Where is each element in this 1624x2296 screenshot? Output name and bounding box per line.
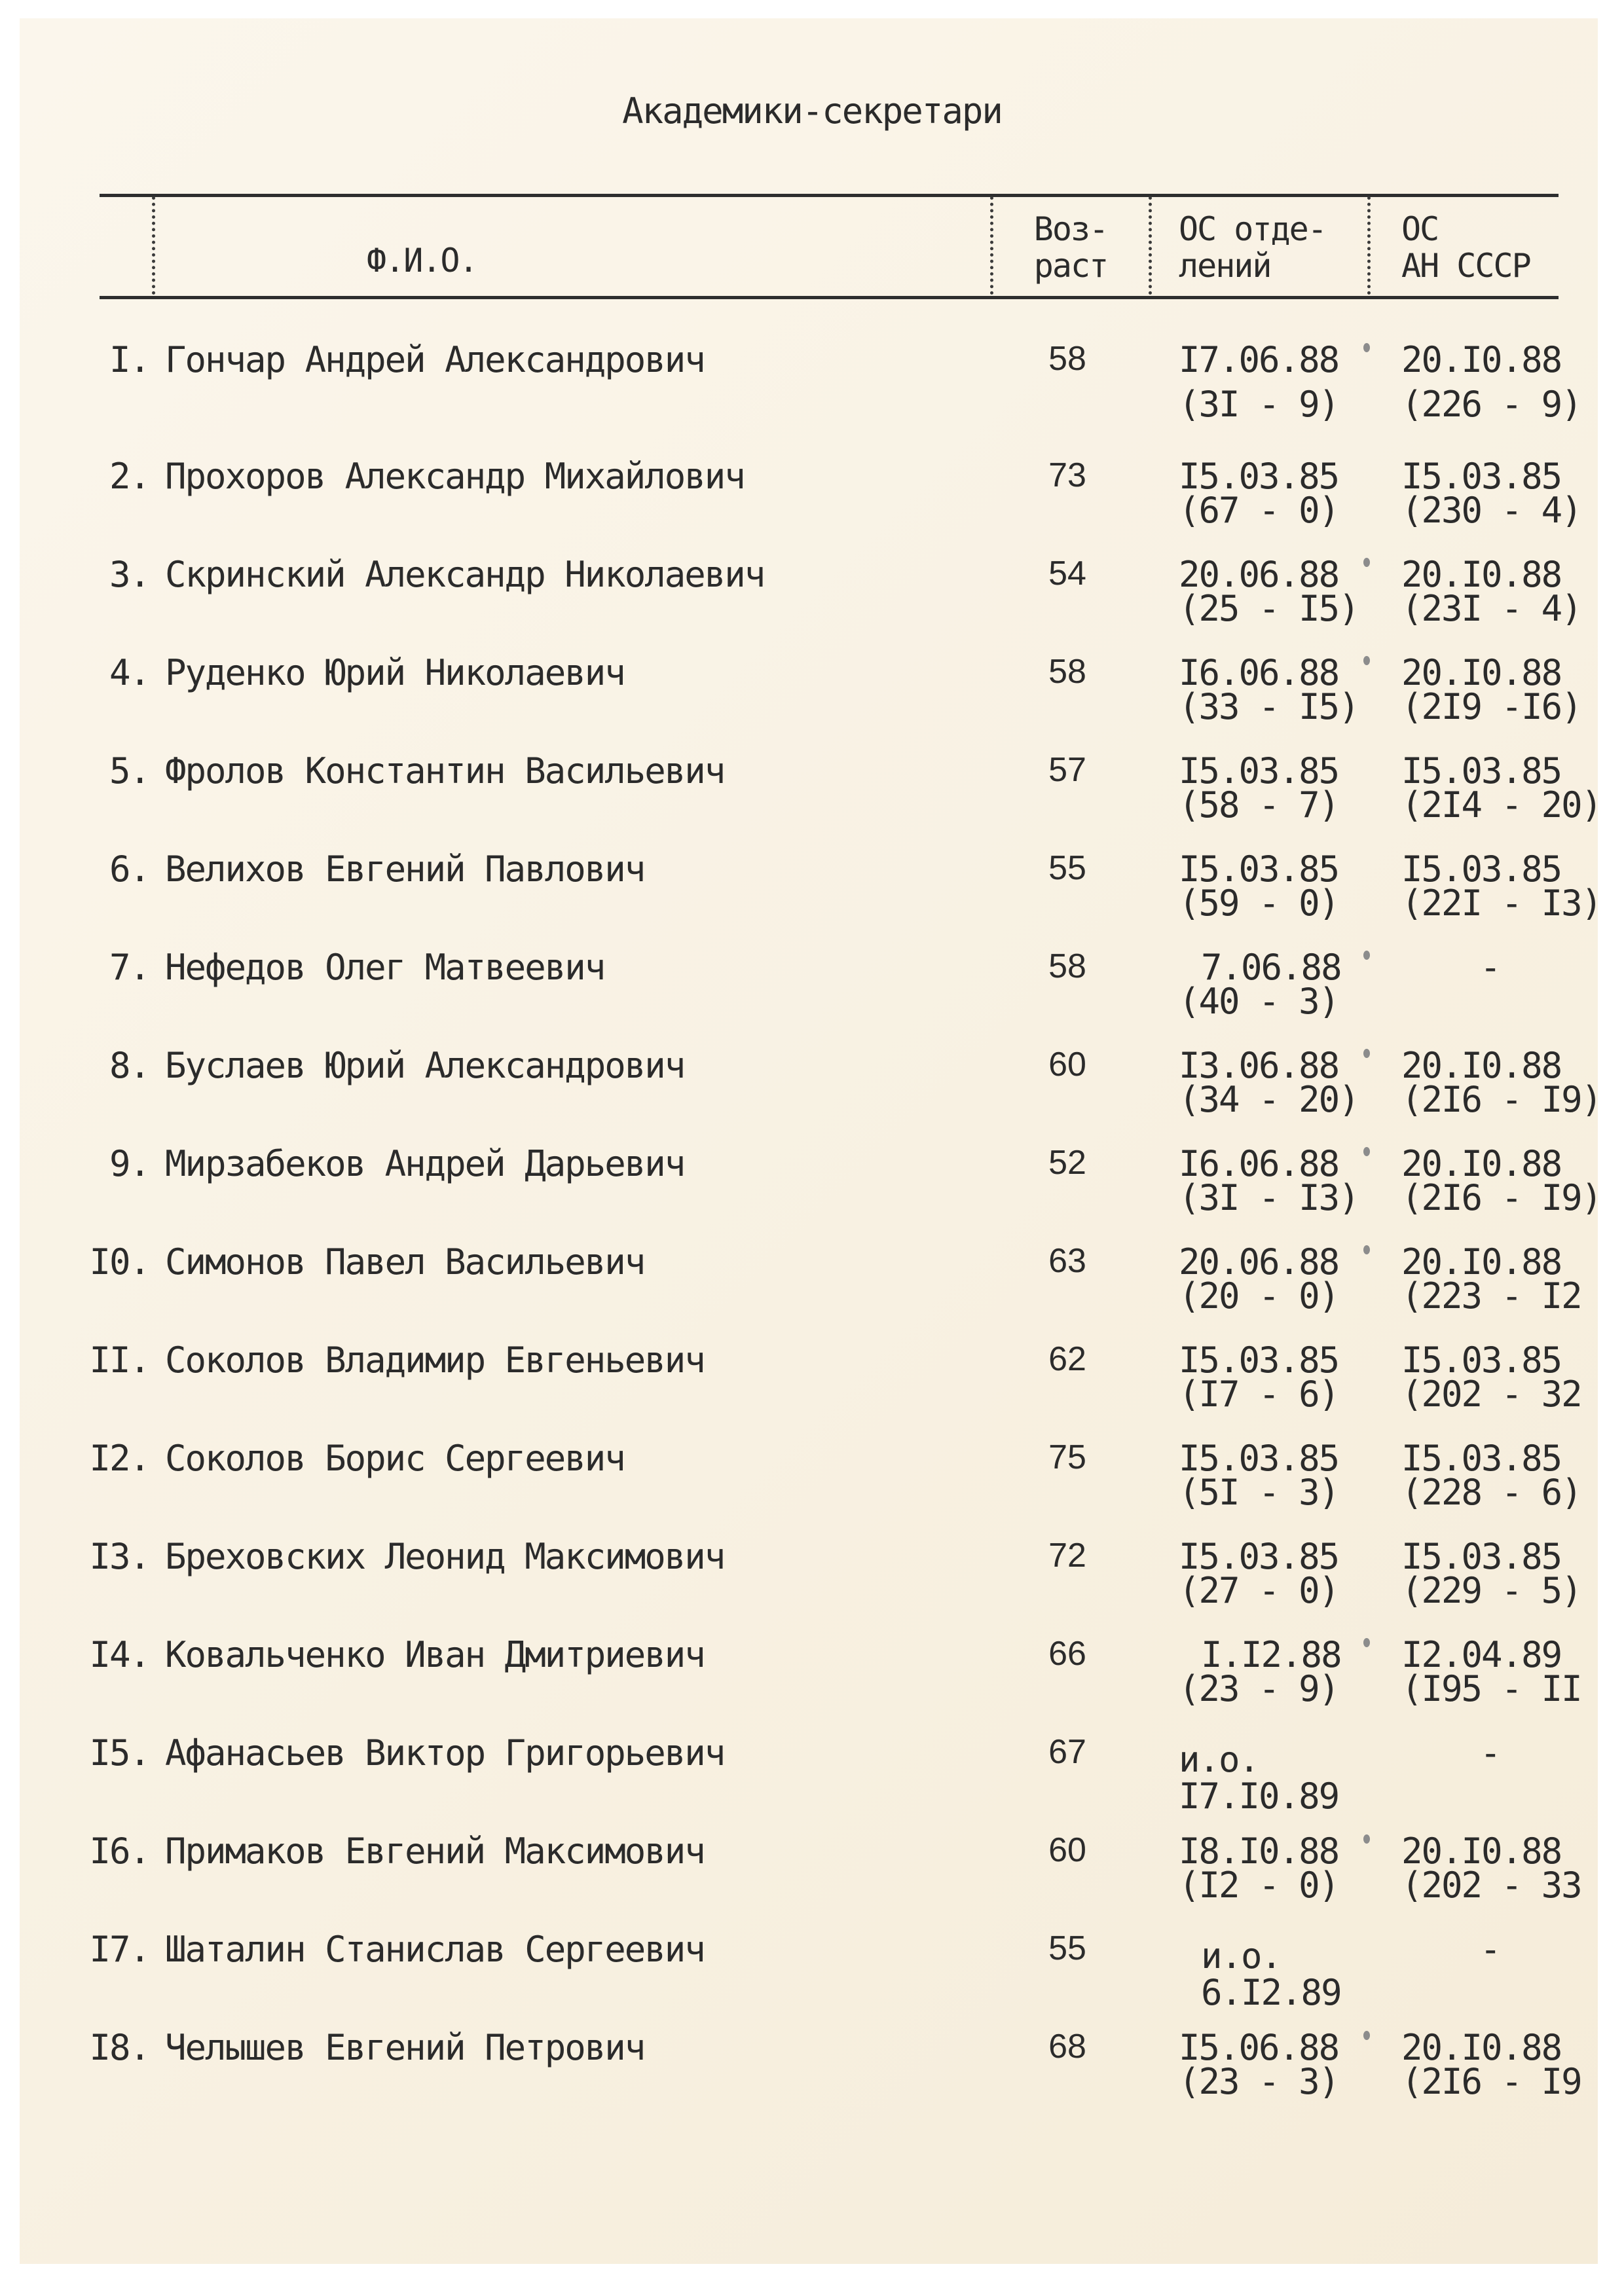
pencil-mark	[1363, 1834, 1370, 1844]
row-dept-date: I5.03.85	[1179, 750, 1339, 792]
row-name: Фролов Константин Васильевич	[165, 750, 725, 792]
row-dept-votes: (25 - I5)	[1179, 588, 1359, 629]
row-academy-date: 20.I0.88	[1401, 1045, 1562, 1086]
row-name: Бреховских Леонид Максимович	[165, 1536, 725, 1577]
pencil-mark	[1363, 1245, 1370, 1254]
row-number: 9.	[109, 1143, 149, 1184]
row-academy-date: 20.I0.88	[1401, 1831, 1562, 1872]
row-dept-votes: (40 - 3)	[1179, 981, 1339, 1022]
row-dept-date: 20.06.88	[1179, 1241, 1339, 1283]
header-dept-line1: ОС отде-	[1179, 210, 1326, 248]
row-dept-date: 7.06.88	[1201, 947, 1341, 988]
row-academy-votes: (23I - 4)	[1401, 588, 1581, 629]
pencil-mark	[1363, 1049, 1370, 1058]
row-dept-votes: (34 - 20)	[1179, 1079, 1359, 1120]
row-dept-votes: (3I - 9)	[1179, 384, 1339, 425]
pencil-mark	[1363, 951, 1370, 960]
row-academy-date: I2.04.89	[1401, 1634, 1562, 1675]
row-dept-date: I3.06.88	[1179, 1045, 1339, 1086]
row-dept-votes: (I2 - 0)	[1179, 1865, 1339, 1906]
row-academy-votes: (22I - I3)	[1401, 883, 1602, 924]
row-dept-date: I6.06.88	[1179, 1143, 1339, 1184]
row-number: II.	[89, 1339, 149, 1381]
header-dept-line2: лений	[1179, 247, 1271, 285]
row-dept-votes: (5I - 3)	[1179, 1472, 1339, 1513]
row-name: Симонов Павел Васильевич	[165, 1241, 645, 1283]
row-number: I7.	[89, 1929, 149, 1970]
row-academy-date: I5.03.85	[1401, 848, 1562, 890]
header-academy-line1: ОС	[1401, 210, 1439, 248]
row-dept-votes: 6.I2.89	[1201, 1972, 1341, 2013]
column-separator	[990, 196, 993, 295]
row-number: 5.	[109, 750, 149, 792]
row-name: Велихов Евгений Павлович	[165, 848, 645, 890]
row-number: I8.	[89, 2027, 149, 2068]
row-academy-date: I5.03.85	[1401, 1536, 1562, 1577]
table-row	[0, 554, 1624, 646]
table-row	[0, 1732, 1624, 1824]
row-academy-votes: (I95 - II	[1401, 1668, 1581, 1709]
row-dept-date: I5.03.85	[1179, 848, 1339, 890]
pencil-mark	[1363, 1638, 1370, 1647]
row-dept-date: I5.03.85	[1179, 1339, 1339, 1381]
row-age: 54	[1048, 555, 1086, 592]
table-row	[0, 1438, 1624, 1529]
table-row	[0, 1339, 1624, 1431]
row-name: Соколов Владимир Евгеньевич	[165, 1339, 705, 1381]
row-age: 73	[1048, 456, 1086, 494]
row-name: Примаков Евгений Максимович	[165, 1831, 705, 1872]
row-age: 52	[1048, 1144, 1086, 1182]
row-age: 58	[1048, 340, 1086, 378]
row-number: 2.	[109, 456, 149, 497]
row-number: 4.	[109, 652, 149, 693]
row-age: 57	[1048, 751, 1086, 789]
row-academy-date: 20.I0.88	[1401, 1143, 1562, 1184]
table-row	[0, 652, 1624, 744]
row-academy-date: 20.I0.88	[1401, 652, 1562, 693]
table-row	[0, 750, 1624, 842]
row-dept-date: и.о.	[1201, 1935, 1282, 1977]
row-dept-votes: (27 - 0)	[1179, 1570, 1339, 1611]
row-academy-date: 20.I0.88	[1401, 339, 1562, 380]
row-dept-votes: I7.I0.89	[1179, 1776, 1339, 1817]
table-row	[0, 456, 1624, 547]
row-dept-votes: (3I - I3)	[1179, 1177, 1359, 1218]
header-age-line1: Воз-	[1033, 210, 1108, 248]
row-age: 55	[1048, 849, 1086, 887]
row-number: 7.	[109, 947, 149, 988]
row-number: 3.	[109, 554, 149, 595]
row-dept-date: 20.06.88	[1179, 554, 1339, 595]
table-row	[0, 947, 1624, 1038]
table-row	[0, 1831, 1624, 1922]
row-age: 66	[1048, 1635, 1086, 1673]
row-age: 72	[1048, 1537, 1086, 1575]
row-academy-date: 20.I0.88	[1401, 2027, 1562, 2068]
table-row	[0, 1045, 1624, 1137]
row-age: 58	[1048, 947, 1086, 985]
row-dept-date: и.о.	[1179, 1739, 1259, 1780]
row-academy-votes: (2I6 - I9)	[1401, 1177, 1602, 1218]
row-academy-votes: (229 - 5)	[1401, 1570, 1581, 1611]
row-academy-date: -	[1480, 1929, 1500, 1970]
row-academy-votes: (202 - 32	[1401, 1374, 1581, 1415]
row-dept-votes: (58 - 7)	[1179, 784, 1339, 826]
column-separator	[1367, 196, 1371, 295]
row-dept-votes: (59 - 0)	[1179, 883, 1339, 924]
row-name: Нефедов Олег Матвеевич	[165, 947, 605, 988]
row-academy-votes: (230 - 4)	[1401, 490, 1581, 531]
row-academy-votes: (2I9 -I6)	[1401, 686, 1581, 727]
row-age: 60	[1048, 1046, 1086, 1084]
header-age-line2: раст	[1033, 247, 1108, 285]
table-row	[0, 1536, 1624, 1628]
row-name: Руденко Юрий Николаевич	[165, 652, 625, 693]
row-academy-date: 20.I0.88	[1401, 1241, 1562, 1283]
row-age: 60	[1048, 1831, 1086, 1869]
table-row	[0, 1929, 1624, 2020]
document-title: Академики-секретари	[622, 90, 1002, 132]
row-dept-date: I.I2.88	[1201, 1634, 1341, 1675]
row-dept-date: I7.06.88	[1179, 339, 1339, 380]
row-academy-votes: (2I6 - I9	[1401, 2061, 1581, 2102]
row-dept-votes: (33 - I5)	[1179, 686, 1359, 727]
row-name: Буслаев Юрий Александрович	[165, 1045, 685, 1086]
pencil-mark	[1363, 656, 1370, 665]
row-academy-votes: (202 - 33	[1401, 1865, 1581, 1906]
row-number: I4.	[89, 1634, 149, 1675]
row-name: Челышев Евгений Петрович	[165, 2027, 645, 2068]
row-name: Гончар Андрей Александрович	[165, 339, 705, 380]
row-number: I2.	[89, 1438, 149, 1479]
pencil-mark	[1363, 558, 1370, 567]
pencil-mark	[1363, 2031, 1370, 2040]
header-academy-line2: АН СССР	[1401, 247, 1530, 285]
row-dept-votes: (67 - 0)	[1179, 490, 1339, 531]
row-dept-date: I6.06.88	[1179, 652, 1339, 693]
row-number: I6.	[89, 1831, 149, 1872]
row-dept-date: I5.03.85	[1179, 1536, 1339, 1577]
pencil-mark	[1363, 1147, 1370, 1156]
row-name: Прохоров Александр Михайлович	[165, 456, 745, 497]
row-age: 75	[1048, 1438, 1086, 1476]
row-age: 68	[1048, 2028, 1086, 2066]
column-separator	[1149, 196, 1152, 295]
pencil-mark	[1363, 343, 1370, 352]
row-name: Афанасьев Виктор Григорьевич	[165, 1732, 725, 1774]
row-age: 67	[1048, 1733, 1086, 1771]
row-dept-date: I5.06.88	[1179, 2027, 1339, 2068]
column-separator	[152, 196, 155, 295]
row-dept-date: I5.03.85	[1179, 1438, 1339, 1479]
row-academy-votes: (2I4 - 20)	[1401, 784, 1602, 826]
row-dept-date: I8.I0.88	[1179, 1831, 1339, 1872]
row-dept-votes: (20 - 0)	[1179, 1275, 1339, 1317]
table-row	[0, 2027, 1624, 2119]
row-age: 55	[1048, 1929, 1086, 1967]
row-academy-date: I5.03.85	[1401, 1339, 1562, 1381]
row-dept-votes: (I7 - 6)	[1179, 1374, 1339, 1415]
row-name: Ковальченко Иван Дмитриевич	[165, 1634, 705, 1675]
row-academy-date: I5.03.85	[1401, 456, 1562, 497]
row-academy-votes: (2I6 - I9)	[1401, 1079, 1602, 1120]
row-name: Соколов Борис Сергеевич	[165, 1438, 625, 1479]
row-dept-votes: (23 - 3)	[1179, 2061, 1339, 2102]
table-row	[0, 339, 1624, 431]
row-dept-date: I5.03.85	[1179, 456, 1339, 497]
row-number: I3.	[89, 1536, 149, 1577]
row-academy-votes: (226 - 9)	[1401, 384, 1581, 425]
row-academy-date: -	[1480, 947, 1500, 988]
row-name: Мирзабеков Андрей Дарьевич	[165, 1143, 685, 1184]
row-academy-date: I5.03.85	[1401, 750, 1562, 792]
row-academy-date: -	[1480, 1732, 1500, 1774]
row-number: 6.	[109, 848, 149, 890]
row-age: 62	[1048, 1340, 1086, 1378]
row-academy-votes: (228 - 6)	[1401, 1472, 1581, 1513]
row-number: I5.	[89, 1732, 149, 1774]
header-name: Ф.И.О.	[367, 242, 477, 280]
table-row	[0, 1634, 1624, 1726]
table-row	[0, 1241, 1624, 1333]
row-academy-date: I5.03.85	[1401, 1438, 1562, 1479]
row-dept-votes: (23 - 9)	[1179, 1668, 1339, 1709]
row-number: 8.	[109, 1045, 149, 1086]
row-age: 58	[1048, 653, 1086, 691]
table-top-rule	[100, 194, 1559, 197]
row-number: I0.	[89, 1241, 149, 1283]
row-name: Скринский Александр Николаевич	[165, 554, 765, 595]
row-age: 63	[1048, 1242, 1086, 1280]
table-header-rule	[100, 296, 1559, 299]
row-academy-votes: (223 - I2	[1401, 1275, 1581, 1317]
table-row	[0, 848, 1624, 940]
table-row	[0, 1143, 1624, 1235]
row-academy-date: 20.I0.88	[1401, 554, 1562, 595]
row-name: Шаталин Станислав Сергеевич	[165, 1929, 705, 1970]
row-number: I.	[109, 339, 149, 380]
